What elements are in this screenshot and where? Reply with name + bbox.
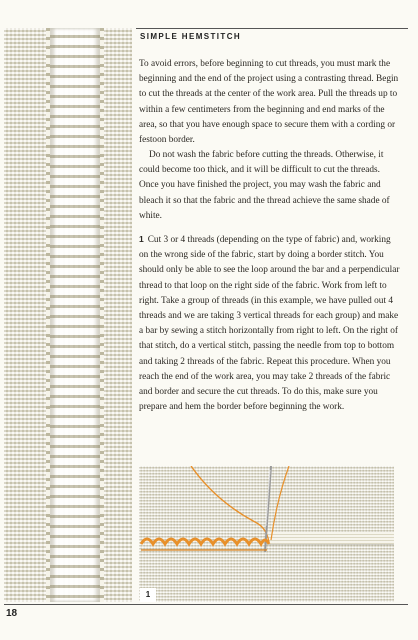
needle-and-thread-illustration xyxy=(139,466,394,602)
step-1-paragraph xyxy=(139,232,401,415)
step-number: 1 xyxy=(139,234,144,244)
hemstitch-right-edge xyxy=(100,28,104,602)
step-1-text: Cut 3 or 4 threads (depending on the type of fabric) and, working on the wrong side of the fabric, start by doing a border stitch. You should only be able to see the loop around the bar and a perpendicular thread to that loop on the right side of the fabric. Work from left to right. Take a group of threads (in this example, we have pulled out 4 threads and we are taking 3 vertical threads for each group) and make a bar by sewing a stitch horizontally from right to left. On the right of that stitch, do a vertical stitch, passing the needle from top to bottom and taking 2 threads of the fabric. Repeat this procedure. When you reach the end of the work area, you may take 2 threads of the fabric and border and secure the cut threads. To do this, make sure you prepare and hem the border before beginning the work. xyxy=(139,235,400,413)
thread-to-needle xyxy=(271,466,289,540)
step-1-photo xyxy=(139,466,394,602)
hemstitch-drawn-band xyxy=(50,28,100,602)
washing-paragraph: Do not wash the fabric before cutting the threads. Otherwise, it could become too thick, and it will be difficult to cut the threads. Once you have finished the project, you may wash the fabric and bleach it so that the fabric and the thread achieve the same shade of white. xyxy=(139,150,390,221)
footer-rule xyxy=(4,604,408,605)
page-number: 18 xyxy=(6,608,18,619)
intro-paragraph: To avoid errors, before beginning to cut threads, you must mark the beginning and the end of the project using a contrasting thread. Begin to cut the threads at the center of the work area. Pull the threads up to within a few centimeters from the beginning and end marks of the area, so that you have enough space to secure them with a cording or festoon border. xyxy=(139,59,399,146)
step-1-label: 1 xyxy=(140,588,156,602)
loose-thread xyxy=(191,466,269,542)
border-stitch-row xyxy=(141,539,269,550)
section-title: SIMPLE HEMSTITCH xyxy=(140,32,242,41)
hemstitch-fabric-photo xyxy=(4,28,132,602)
header-rule xyxy=(136,28,408,29)
